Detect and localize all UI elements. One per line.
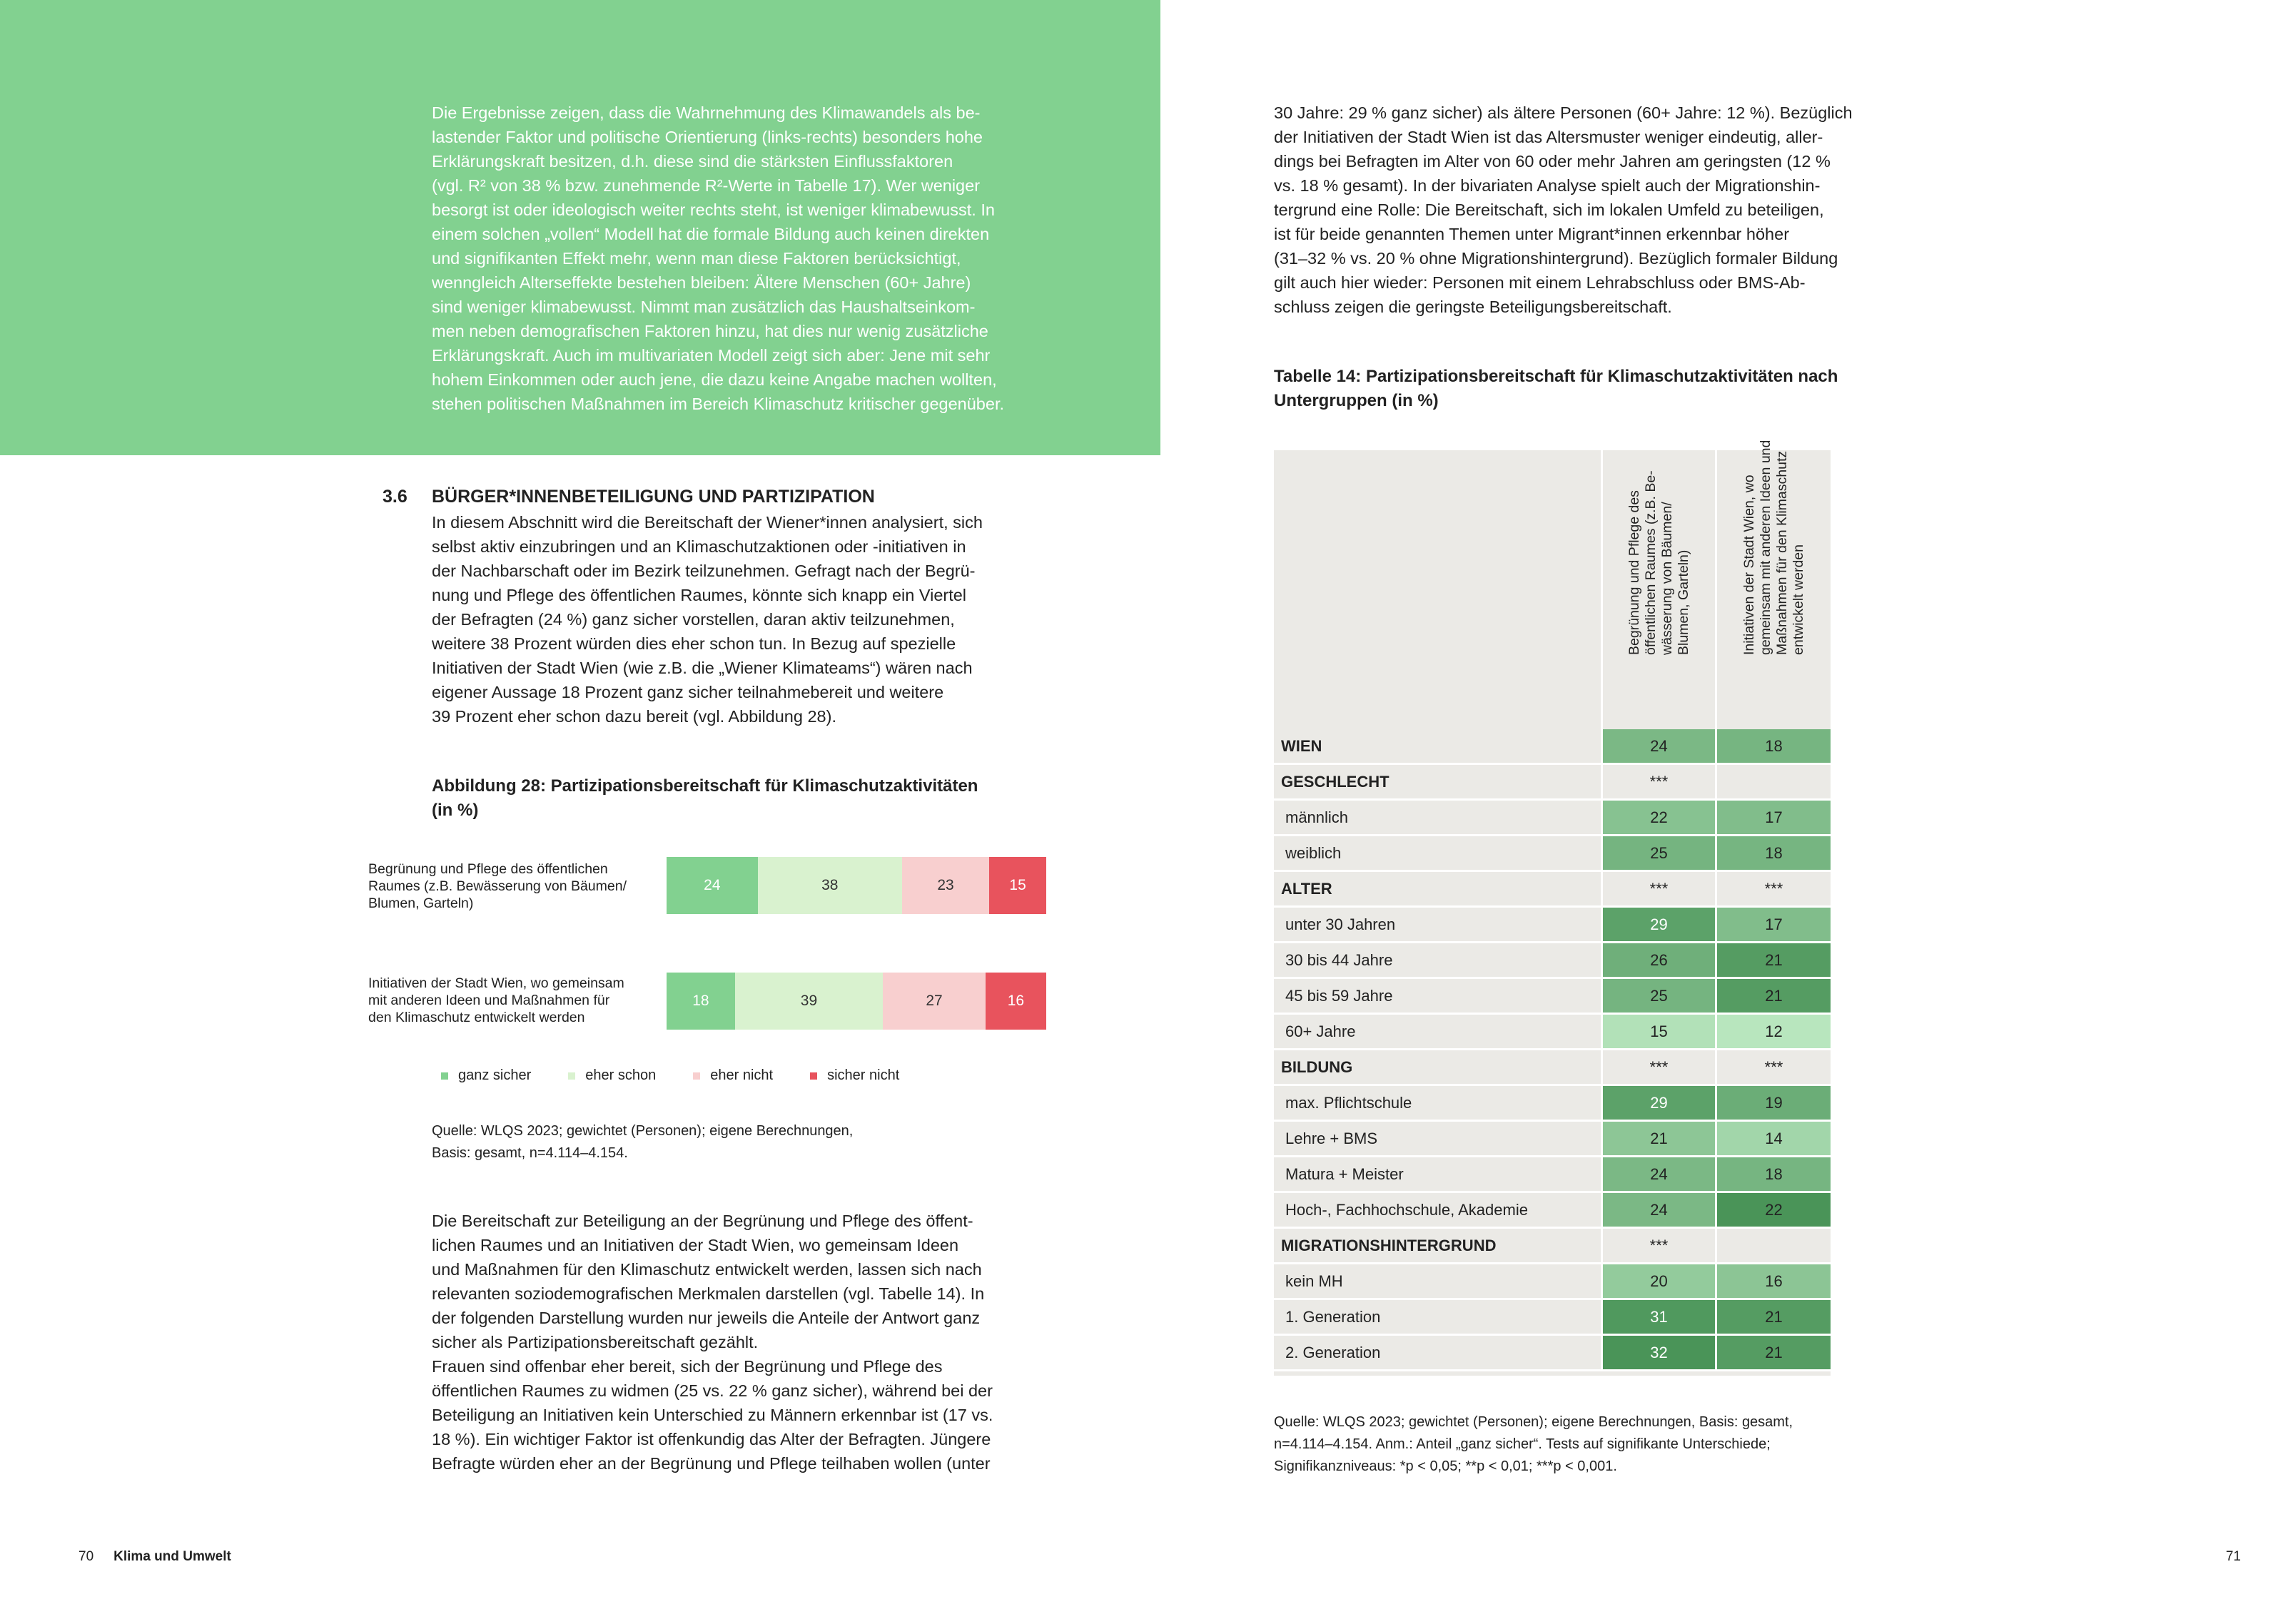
chart-bar-segment: 38 xyxy=(758,857,902,914)
row-label: GESCHLECHT xyxy=(1274,765,1601,801)
chart-bar-row xyxy=(667,857,1046,914)
row-label: unter 30 Jahren xyxy=(1274,908,1601,943)
table-row xyxy=(1274,943,1831,979)
data-table xyxy=(1274,440,1831,1376)
table-row xyxy=(1274,1264,1831,1300)
chart-bar-segment: 23 xyxy=(902,857,989,914)
row-label: Hoch-, Fachhochschule, Akademie xyxy=(1274,1193,1601,1229)
table-row xyxy=(1274,908,1831,943)
table-cell: 20 xyxy=(1601,1264,1715,1300)
row-label: 60+ Jahre xyxy=(1274,1015,1601,1050)
table-source: Quelle: WLQS 2023; gewichtet (Personen); eigene Berechnungen, Basis: gesamt, n=4.114–4.154. Anm.: Anteil „ganz sicher“. Tests auf signifikante Unterschiede; Signifikanzniveaus: *p < 0,05; **p < 0,01; ***p < 0,001. xyxy=(1274,1414,1793,1474)
row-label: 1. Generation xyxy=(1274,1300,1601,1336)
second-paragraph: Die Bereitschaft zur Beteiligung an der Begrünung und Pflege des öffent- lichen Raumes und an Initiativen der Stadt Wien, wo gemeinsam Ideen und Maßnahmen für den Klimaschutz entwickelt werden, lassen sich nach relevanten soziodemografischen Merkmalen darstellen (vgl. Tabelle 14). In der folgenden Darstellung wurden nur jeweils die Anteile der Antwort ganz sicher als Partizipationsbereitschaft gezählt. Frauen sind offenbar eher bereit, sich der Begrünung und Pflege des öffentlichen Raumes zu widmen (25 vs. 22 % ganz sicher), während bei der Beteiligung an Initiativen kein Unterschied zu Männern erkennbar ist (17 vs. 18 %). Ein wichtiger Faktor ist offenkundig das Alter der Befragten. Jüngere Befragte würden eher an der Begrünung und Pflege teilhaben wollen (unter xyxy=(432,1212,993,1473)
figure-title: Abbildung 28: Partizipationsbereitschaft für Klimaschutzaktivitäten (in %) xyxy=(432,776,978,820)
table-cell: 21 xyxy=(1715,1336,1831,1371)
table-row xyxy=(1274,1086,1831,1122)
chart-bar-segment: 16 xyxy=(986,973,1046,1030)
row-label: WIEN xyxy=(1274,729,1601,765)
row-label: 2. Generation xyxy=(1274,1336,1601,1371)
table-row xyxy=(1274,765,1831,801)
table-title: Tabelle 14: Partizipationsbereitschaft für Klimaschutzaktivitäten nach Untergruppen (in %) xyxy=(1274,367,1838,410)
table-cell: 17 xyxy=(1715,801,1831,836)
legend-item xyxy=(693,1067,773,1084)
table-cell: 31 xyxy=(1601,1300,1715,1336)
table-cell: 16 xyxy=(1715,1264,1831,1300)
table-cell: 25 xyxy=(1601,979,1715,1015)
section-paragraph: In diesem Abschnitt wird die Bereitschaft der Wiener*innen analysiert, sich selbst aktiv einzubringen und an Klimaschutzaktionen oder -initiativen in der Nachbarschaft oder im Bezirk teilzunehmen. Gefragt nach der Begrü- nung und Pflege des öffentlichen Raumes, könnte sich knapp ein Viertel der Befragten (24 %) ganz sicher vorstellen, daran aktiv teilzunehmen, weitere 38 Prozent würden dies eher schon tun. In Bezug auf spezielle Initiativen der Stadt Wien (wie z.B. die „Wiener Klimateams“) wären nach eigener Aussage 18 Prozent ganz sicher teilnahmebereit und weitere 39 Prozent eher schon dazu bereit (vgl. Abbildung 28). xyxy=(432,513,983,726)
table-row xyxy=(1274,1015,1831,1050)
row-label: ALTER xyxy=(1274,872,1601,908)
column-header-text: Initiativen der Stadt Wien, wo gemeinsam mit anderen Ideen und Maßnahmen für den Klimaschutz entwickelt werden xyxy=(1741,440,1806,655)
table-row xyxy=(1274,1229,1831,1264)
legend-swatch xyxy=(693,1072,700,1080)
table-cell: 19 xyxy=(1715,1086,1831,1122)
row-label: männlich xyxy=(1274,801,1601,836)
table-cell: 15 xyxy=(1601,1015,1715,1050)
legend-label: eher schon xyxy=(585,1067,657,1083)
table-row xyxy=(1274,872,1831,908)
table-cell: 21 xyxy=(1601,1122,1715,1157)
table-cell: *** xyxy=(1715,1050,1831,1086)
table-cell: *** xyxy=(1601,872,1715,908)
table-cell: 24 xyxy=(1601,1193,1715,1229)
row-label: kein MH xyxy=(1274,1264,1601,1300)
table-cell: 17 xyxy=(1715,908,1831,943)
table-cell: 18 xyxy=(1715,1157,1831,1193)
legend-label: ganz sicher xyxy=(458,1067,532,1083)
legend-swatch xyxy=(441,1072,448,1080)
table-cell: 21 xyxy=(1715,1300,1831,1336)
legend-item xyxy=(568,1067,656,1084)
page-number-right: 71 xyxy=(2225,1549,2241,1564)
table-cell: *** xyxy=(1715,872,1831,908)
table-cell: 14 xyxy=(1715,1122,1831,1157)
table-row xyxy=(1274,1050,1831,1086)
section-number: 3.6 xyxy=(383,487,408,507)
table-row xyxy=(1274,1300,1831,1336)
table-cell: 22 xyxy=(1601,801,1715,836)
table-cell: 21 xyxy=(1715,943,1831,979)
legend-swatch xyxy=(568,1072,575,1080)
table-row xyxy=(1274,801,1831,836)
table-cell: 29 xyxy=(1601,908,1715,943)
table-cell: 24 xyxy=(1601,729,1715,765)
table-row xyxy=(1274,1157,1831,1193)
table-row xyxy=(1274,979,1831,1015)
chart-bar-segment: 24 xyxy=(667,857,758,914)
row-label: Lehre + BMS xyxy=(1274,1122,1601,1157)
footer-left xyxy=(79,1549,231,1565)
legend-item xyxy=(441,1067,531,1084)
chart-category-label: Initiativen der Stadt Wien, wo gemeinsam mit anderen Ideen und Maßnahmen für den Klimaschutz entwickelt werden xyxy=(368,975,624,1025)
table-row xyxy=(1274,1122,1831,1157)
row-label: 45 bis 59 Jahre xyxy=(1274,979,1601,1015)
table-cell: 22 xyxy=(1715,1193,1831,1229)
table-cell: 18 xyxy=(1715,836,1831,872)
chart-bar-segment: 15 xyxy=(989,857,1046,914)
table-cell: *** xyxy=(1601,765,1715,801)
row-label: BILDUNG xyxy=(1274,1050,1601,1086)
chart-bar-segment: 39 xyxy=(735,973,883,1030)
table-cell: 32 xyxy=(1601,1336,1715,1371)
chart-bar-row xyxy=(667,973,1046,1030)
table-cell: 12 xyxy=(1715,1015,1831,1050)
table-cell: 21 xyxy=(1715,979,1831,1015)
table-cell: 29 xyxy=(1601,1086,1715,1122)
row-label: 30 bis 44 Jahre xyxy=(1274,943,1601,979)
table-cell xyxy=(1715,765,1831,801)
row-label: weiblich xyxy=(1274,836,1601,872)
figure-source: Quelle: WLQS 2023; gewichtet (Personen); eigene Berechnungen, Basis: gesamt, n=4.114–4.154. xyxy=(432,1123,854,1161)
table-row xyxy=(1274,729,1831,765)
chart-legend xyxy=(441,1067,899,1084)
section-title: BÜRGER*INNENBETEILIGUNG UND PARTIZIPATION xyxy=(432,487,875,507)
row-label: max. Pflichtschule xyxy=(1274,1086,1601,1122)
page-number-left: 70 xyxy=(79,1549,94,1564)
table-cell: *** xyxy=(1601,1050,1715,1086)
chart-bar-segment: 27 xyxy=(883,973,986,1030)
intro-paragraph: Die Ergebnisse zeigen, dass die Wahrnehmung des Klimawandels als be- lastender Faktor und politische Orientierung (links-rechts) besonders hohe Erklärungskraft besitzen, d.h. diese sind die stärksten Einflussfaktoren (vgl. R² von 38 % bzw. zunehmende R²-Werte in Tabelle 17). Wer weniger besorgt ist oder ideologisch weiter rechts steht, ist weniger klimabewusst. In einem solchen „vollen“ Modell hat die formale Bildung auch keinen direkten und signifikanten Effekt mehr, wenn man diese Faktoren berücksichtigt, wenngleich Alterseffekte bestehen bleiben: Ältere Menschen (60+ Jahre) sind weniger klimabewusst. Nimmt man zusätzlich das Haushaltseinkom- men neben demografischen Faktoren hinzu, hat dies nur wenig zusätzliche Erklärungskraft. Auch im multivariaten Modell zeigt sich aber: Jene mit sehr hohem Einkommen oder auch jene, die dazu keine Angabe machen wollten, stehen politischen Maßnahmen im Bereich Klimaschutz kritischer gegenüber. xyxy=(432,103,1005,413)
table-cell: *** xyxy=(1601,1229,1715,1264)
row-label: MIGRATIONSHINTERGRUND xyxy=(1274,1229,1601,1264)
table-cell: 18 xyxy=(1715,729,1831,765)
legend-item xyxy=(810,1067,899,1084)
legend-swatch xyxy=(810,1072,817,1080)
row-label: Matura + Meister xyxy=(1274,1157,1601,1193)
table-row xyxy=(1274,1336,1831,1371)
table-row xyxy=(1274,836,1831,872)
legend-label: sicher nicht xyxy=(827,1067,900,1083)
footer-chapter-title: Klima und Umwelt xyxy=(113,1549,231,1564)
table-cell xyxy=(1715,1229,1831,1264)
chart-category-label: Begrünung und Pflege des öffentlichen Raumes (z.B. Bewässerung von Bäumen/ Blumen, Garteln) xyxy=(368,861,627,911)
continuation-paragraph: 30 Jahre: 29 % ganz sicher) als ältere Personen (60+ Jahre: 12 %). Bezüglich der Initiativen der Stadt Wien ist das Altersmuster weniger eindeutig, aller- dings bei Befragten im Alter von 60 oder mehr Jahren am geringsten (12 % vs. 18 % gesamt). In der bivariaten Analyse spielt auch der Migrationshin- tergrund eine Rolle: Die Bereitschaft, sich im lokalen Umfeld zu beteiligen, ist für beide genannten Themen unter Migrant*innen erkennbar höher (31–32 % vs. 20 % ohne Migrationshintergrund). Bezüglich formaler Bildung gilt auch hier wieder: Personen mit einem Lehrabschluss oder BMS-Ab- schluss zeigen die geringste Beteiligungsbereitschaft. xyxy=(1274,103,1853,316)
legend-label: eher nicht xyxy=(710,1067,774,1083)
table-cell: 26 xyxy=(1601,943,1715,979)
table-cell: 25 xyxy=(1601,836,1715,872)
table-row xyxy=(1274,1193,1831,1229)
chart-bar-segment: 18 xyxy=(667,973,735,1030)
column-header-text: Begrünung und Pflege des öffentlichen Raumes (z.B. Be- wässerung von Bäumen/ Blumen, Garteln) xyxy=(1626,470,1691,655)
table-column-header xyxy=(1715,440,1831,729)
table-cell: 24 xyxy=(1601,1157,1715,1193)
table-column-header xyxy=(1601,450,1715,729)
